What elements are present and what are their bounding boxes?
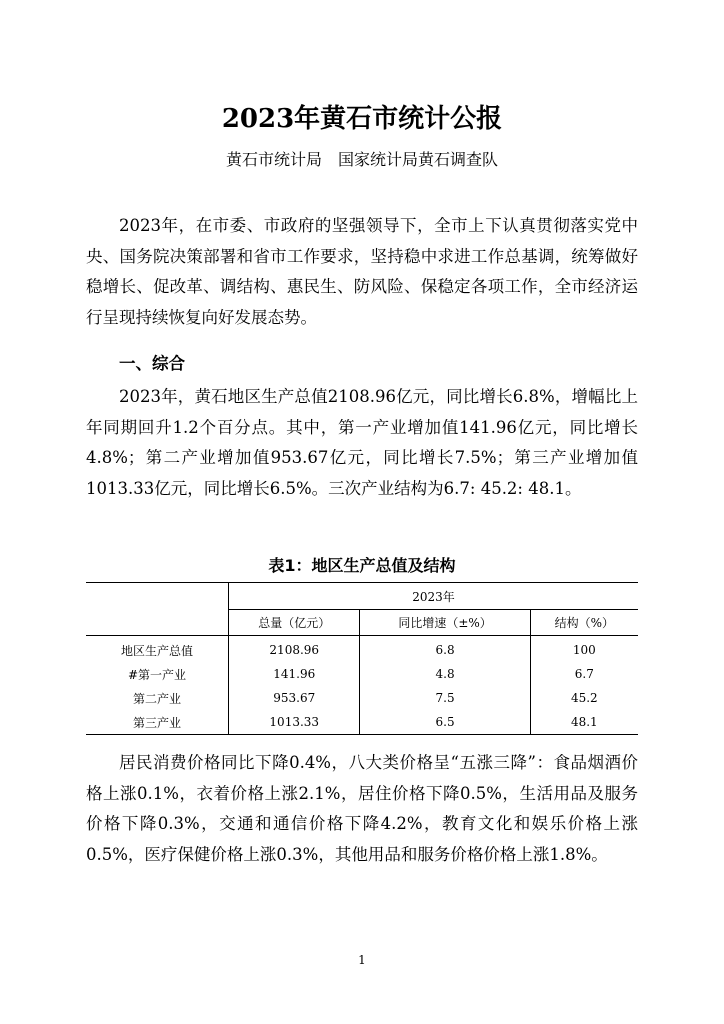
document-title: 2023年黄石市统计公报 (221, 104, 503, 134)
cell-growth: 7.5 (360, 686, 530, 710)
table-year-header: 2023年 (229, 583, 639, 610)
row-label: #第一产业 (86, 662, 229, 686)
table-caption: 表1：地区生产总值及结构 (268, 556, 456, 575)
cell-share: 6.7 (574, 667, 594, 681)
column-header-growth: 同比增速（±%） (360, 610, 530, 636)
cell-share: 45.2 (570, 691, 598, 705)
cell-share: 100 (572, 643, 596, 657)
row-label: 第三产业 (86, 710, 229, 735)
cpi-paragraph: 居民消费价格同比下降0.4%，八大类价格呈“五涨三降”：食品烟酒价格上涨0.1%，衣着价格上涨2.1%，居住价格下降0.5%，生活用品及服务价格下降0.3%，交通和通信价格下降4.2%，教育文化和娱乐价格上涨0.5%，医疗保健价格上涨0.3%，其他用品和服务价格价格上涨1.8%。 (86, 753, 638, 864)
gdp-structure-table (86, 582, 638, 735)
table-row (86, 662, 638, 686)
cell-total: 2108.96 (229, 636, 360, 663)
intro-paragraph: 2023年，在市委、市政府的坚强领导下，全市上下认真贯彻落实党中央、国务院决策部署和省市工作要求，坚持稳中求进工作总基调，统筹做好稳增长、促改革、调结构、惠民生、防风险、保稳定各项工作，全市经济运行呈现持续恢复向好发展态势。 (86, 216, 638, 327)
table-row (86, 710, 638, 735)
overview-paragraph: 2023年，黄石地区生产总值2108.96亿元，同比增长6.8%，增幅比上年同期回升1.2个百分点。其中，第一产业增加值141.96亿元，同比增长4.8%；第二产业增加值953.67亿元，同比增长7.5%；第三产业增加值1013.33亿元，同比增长6.5%。三次产业结构为6.7: 45.2: 48.1。 (86, 387, 638, 498)
table-corner-cell (86, 583, 229, 636)
column-header-total: 总量（亿元） (229, 610, 360, 636)
table-header-row-year (86, 583, 638, 610)
cell-total: 141.96 (229, 662, 360, 686)
cell-growth: 4.8 (360, 662, 530, 686)
row-label: 地区生产总值 (86, 636, 229, 663)
page-number: 1 (358, 953, 366, 967)
cell-total: 1013.33 (229, 710, 360, 735)
document-subtitle: 黄石市统计局 国家统计局黄石调查队 (225, 150, 498, 169)
column-header-share: 结构（%） (530, 610, 638, 636)
table-row (86, 636, 638, 663)
section-heading-overview: 一、综合 (119, 354, 185, 373)
cell-growth: 6.8 (360, 636, 530, 663)
cell-total: 953.67 (229, 686, 360, 710)
cell-growth: 6.5 (360, 710, 530, 735)
row-label: 第二产业 (86, 686, 229, 710)
cell-share: 48.1 (530, 710, 638, 735)
table-row (86, 686, 638, 710)
